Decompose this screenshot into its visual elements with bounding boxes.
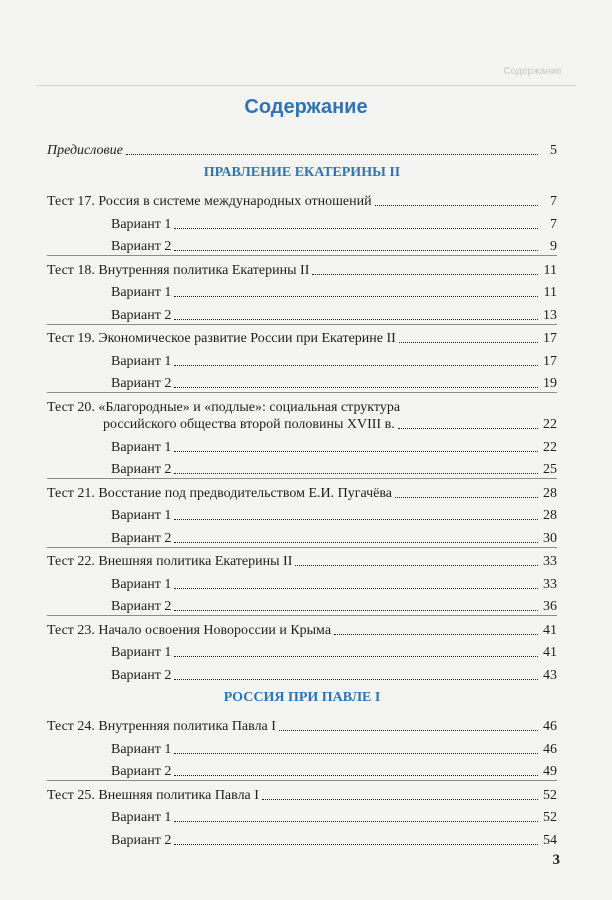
toc-variant-entry[interactable]	[47, 433, 557, 456]
variant-label: Вариант 1	[111, 216, 172, 232]
page-ref: 52	[543, 787, 557, 803]
section-heading: РОССИЯ ПРИ ПАВЛЕ I	[223, 690, 381, 705]
variant-label: Вариант 1	[111, 353, 172, 369]
dot-leader	[174, 319, 538, 320]
toc-variant-entry[interactable]	[47, 661, 557, 684]
page-ref: 17	[543, 353, 557, 369]
preface-page: 5	[550, 142, 557, 158]
toc-test-entry[interactable]	[47, 324, 557, 348]
test-number: Тест 24.	[47, 719, 95, 734]
variant-label: Вариант 2	[111, 764, 172, 779]
dot-leader	[174, 365, 538, 366]
test-title-text: Экономическое развитие России при Екатерине II	[98, 331, 396, 346]
page-ref: 30	[543, 530, 557, 546]
toc-test-entry[interactable]	[47, 713, 557, 736]
test-number: Тест 17.	[47, 194, 95, 209]
page-ref: 46	[543, 741, 557, 757]
test-title-block	[47, 393, 557, 433]
test-title	[47, 553, 292, 570]
page-ref: 13	[543, 307, 557, 323]
page-ref: 25	[543, 462, 557, 477]
toc-variant-entry[interactable]	[47, 279, 557, 302]
page-number: 3	[552, 852, 560, 868]
variant-label: Вариант 2	[111, 667, 172, 683]
dot-leader	[174, 753, 538, 754]
page-ref: 28	[543, 508, 557, 523]
dot-leader	[174, 451, 538, 452]
toc-variant-entry[interactable]	[47, 735, 557, 758]
page-ref: 11	[543, 285, 557, 300]
dot-leader	[399, 342, 538, 343]
toc-variant-entry[interactable]	[47, 233, 557, 256]
dot-leader	[126, 154, 538, 155]
running-head: Содержание	[503, 66, 562, 77]
toc-variant-entry[interactable]	[47, 301, 557, 324]
test-title-text: Россия в системе международных отношений	[98, 194, 372, 209]
page-ref: 33	[543, 576, 557, 592]
test-title-text: Внутренняя политика Павла I	[98, 719, 276, 734]
variant-label: Вариант 1	[111, 645, 172, 660]
page-ref: 19	[543, 376, 557, 391]
dot-leader	[398, 428, 538, 429]
page-ref: 36	[543, 599, 557, 614]
test-title-text: Начало освоения Новороссии и Крыма	[98, 622, 332, 638]
toc-variant-entry[interactable]	[47, 524, 557, 547]
toc-test-entry[interactable]	[47, 392, 557, 433]
test-title-line	[47, 396, 557, 416]
test-title-text: Внешняя политика Екатерины II	[98, 554, 293, 569]
variant-label: Вариант 2	[111, 599, 172, 614]
page-ref: 7	[550, 194, 557, 209]
test-title	[47, 485, 392, 502]
variant-label: Вариант 2	[111, 307, 172, 323]
dot-leader	[174, 656, 538, 657]
page-ref: 41	[543, 622, 557, 638]
dot-leader	[262, 799, 538, 800]
test-title-line	[47, 416, 557, 433]
toc-variant-entry[interactable]	[47, 804, 557, 827]
variant-label: Вариант 1	[111, 508, 172, 523]
dot-leader	[174, 610, 538, 611]
dot-leader	[174, 228, 538, 229]
test-title	[47, 622, 331, 639]
toc-test-entry[interactable]	[47, 780, 557, 804]
variant-label: Вариант 2	[111, 376, 172, 391]
dot-leader	[174, 296, 538, 297]
test-title	[47, 718, 276, 735]
table-of-contents	[47, 136, 557, 849]
test-number: Тест 19.	[47, 331, 95, 346]
test-title	[47, 262, 309, 279]
toc-variant-entry[interactable]	[47, 826, 557, 849]
test-title	[47, 330, 396, 347]
header-rule	[36, 85, 576, 86]
dot-leader	[174, 387, 538, 388]
variant-label: Вариант 1	[111, 741, 172, 757]
toc-preface[interactable]	[47, 136, 557, 159]
test-number: Тест 23.	[47, 622, 95, 638]
variant-label: Вариант 2	[111, 530, 172, 546]
toc-variant-entry[interactable]	[47, 347, 557, 370]
page-ref: 46	[543, 719, 557, 734]
toc-test-entry[interactable]	[47, 478, 557, 502]
variant-label: Вариант 2	[111, 832, 172, 848]
page-ref: 52	[543, 810, 557, 825]
toc-variant-entry[interactable]	[47, 502, 557, 525]
toc-variant-entry[interactable]	[47, 593, 557, 616]
dot-leader	[375, 205, 538, 206]
preface-label: Предисловие	[47, 142, 123, 158]
toc-test-entry[interactable]	[47, 547, 557, 571]
page-ref: 22	[543, 439, 557, 455]
dot-leader	[279, 730, 538, 731]
toc-variant-entry[interactable]	[47, 758, 557, 781]
page-ref: 43	[543, 667, 557, 683]
toc-test-entry[interactable]	[47, 255, 557, 279]
page-title: Содержание	[244, 96, 368, 118]
dot-leader	[295, 565, 538, 566]
toc-variant-entry[interactable]	[47, 210, 557, 233]
page-ref: 9	[550, 239, 557, 254]
variant-label: Вариант 1	[111, 439, 172, 455]
dot-leader	[174, 821, 538, 822]
page-ref: 41	[543, 645, 557, 660]
dot-leader	[174, 588, 538, 589]
test-title	[47, 193, 372, 210]
page-ref: 54	[543, 832, 557, 848]
variant-label: Вариант 2	[111, 462, 172, 477]
toc-variant-entry[interactable]	[47, 370, 557, 393]
dot-leader	[174, 542, 538, 543]
toc-test-entry[interactable]	[47, 615, 557, 639]
test-number: Тест 18.	[47, 262, 95, 278]
test-number: Тест 21.	[47, 485, 95, 501]
page-ref: 49	[543, 764, 557, 779]
dot-leader	[334, 634, 538, 635]
toc-variant-entry[interactable]	[47, 456, 557, 479]
toc-test-entry[interactable]	[47, 188, 557, 211]
test-number: Тест 22.	[47, 554, 95, 569]
variant-label: Вариант 1	[111, 285, 172, 300]
section-heading: ПРАВЛЕНИЕ ЕКАТЕРИНЫ II	[203, 165, 401, 180]
test-title	[47, 787, 259, 804]
dot-leader	[174, 250, 538, 251]
page-ref: 33	[543, 554, 557, 569]
page-ref: 28	[543, 485, 557, 501]
test-number: Тест 20.	[47, 400, 95, 415]
dot-leader	[312, 274, 538, 275]
page-ref: 22	[543, 417, 557, 432]
page-ref: 17	[543, 331, 557, 346]
dot-leader	[174, 844, 538, 845]
dot-leader	[174, 519, 538, 520]
page-ref: 7	[550, 216, 557, 232]
test-number: Тест 25.	[47, 787, 95, 803]
test-title-continued: российского общества второй половины XVIII в.	[103, 417, 395, 432]
test-title-text: Восстание под предводительством Е.И. Пугачёва	[98, 485, 393, 501]
variant-label: Вариант 1	[111, 576, 172, 592]
dot-leader	[174, 775, 538, 776]
dot-leader	[174, 473, 538, 474]
variant-label: Вариант 1	[111, 810, 172, 825]
test-title-text: Внешняя политика Павла I	[98, 787, 259, 803]
variant-label: Вариант 2	[111, 239, 172, 254]
test-title-text: Внутренняя политика Екатерины II	[98, 262, 310, 278]
dot-leader	[174, 679, 538, 680]
test-title: «Благородные» и «подлые»: социальная структура	[98, 400, 401, 415]
toc-variant-entry[interactable]	[47, 570, 557, 593]
page-ref: 11	[543, 262, 557, 278]
toc-variant-entry[interactable]	[47, 639, 557, 662]
dot-leader	[395, 497, 538, 498]
